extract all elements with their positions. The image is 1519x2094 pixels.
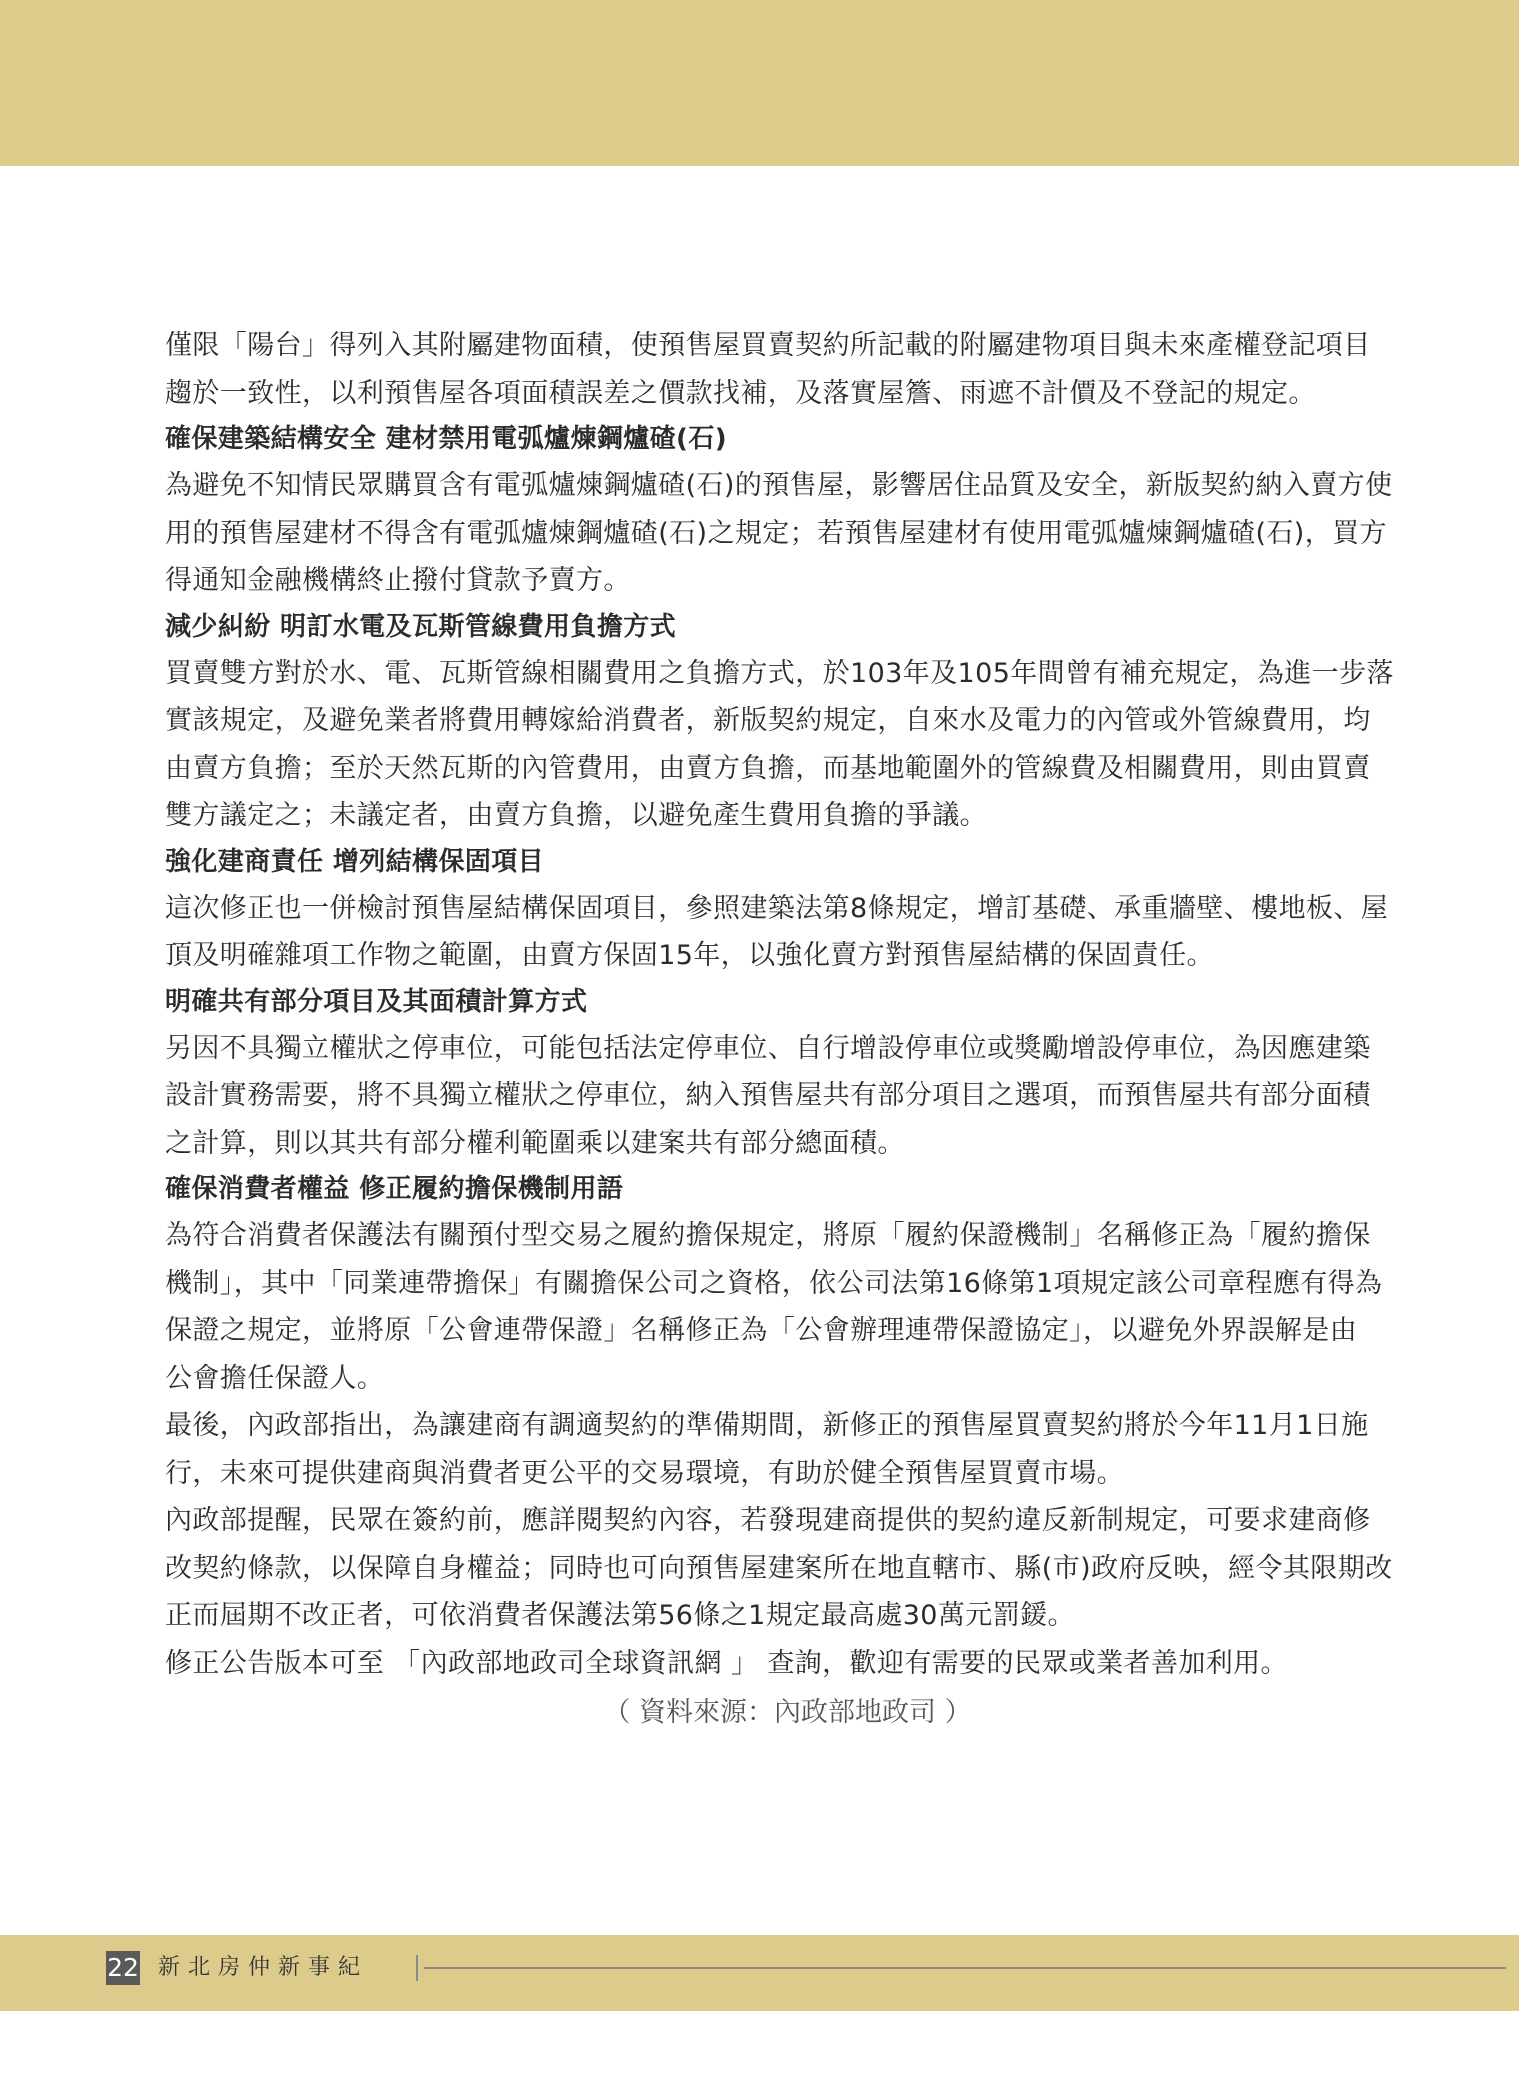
magazine-title: 新北房仲新事紀 bbox=[158, 1955, 369, 1980]
text-line: 用的預售屋建材不得含有電弧爐煉鋼爐碴(石)之規定；若預售屋建材有使用電弧爐煉鋼爐碴(石)，買方 bbox=[165, 517, 1387, 549]
footer-rule bbox=[424, 1967, 1506, 1969]
text-line: 另因不具獨立權狀之停車位，可能包括法定停車位、自行增設停車位或獎勵增設停車位，為因應建築 bbox=[165, 1032, 1371, 1064]
text-line: 頂及明確雜項工作物之範圍，由賣方保固15年，以強化賣方對預售屋結構的保固責任。 bbox=[165, 940, 1214, 971]
text-line: 內政部提醒，民眾在簽約前，應詳閱契約內容，若發現建商提供的契約違反新制規定，可要求建商修 bbox=[165, 1505, 1371, 1536]
section-heading: 減少糾紛 明訂水電及瓦斯管線費用負擔方式 bbox=[165, 611, 677, 642]
text-line: 為符合消費者保護法有關預付型交易之履約擔保規定，將原「履約保證機制」名稱修正為「履約擔保 bbox=[165, 1220, 1371, 1251]
text-line: 得通知金融機構終止撥付貸款予賣方。 bbox=[165, 565, 631, 596]
text-line: 這次修正也一併檢討預售屋結構保固項目，參照建築法第8條規定，增訂基礎、承重牆壁、樓地板、屋 bbox=[165, 892, 1389, 924]
text-line: 之計算，則以其共有部分權利範圍乘以建案共有部分總面積。 bbox=[165, 1127, 905, 1159]
text-line: 機制」，其中「同業連帶擔保」有關擔保公司之資格，依公司法第16條第1項規定該公司章程應有得為 bbox=[165, 1267, 1383, 1299]
intro-paragraph bbox=[165, 322, 1410, 417]
section-heading: 明確共有部分項目及其面積計算方式 bbox=[165, 986, 588, 1017]
closing-paragraph bbox=[165, 1402, 1410, 1497]
text-line: 實該規定，及避免業者將費用轉嫁給消費者，新版契約規定，自來水及電力的內管或外管線費用，均 bbox=[165, 705, 1371, 736]
article-body bbox=[165, 322, 1410, 1735]
section-heading: 確保建築結構安全 建材禁用電弧爐煉鋼爐碴(石) bbox=[165, 424, 728, 454]
section-paragraph bbox=[165, 1212, 1410, 1402]
text-line: 修正公告版本可至 「內政部地政司全球資訊網 」 查詢，歡迎有需要的民眾或業者善加利用。 bbox=[165, 1647, 1288, 1679]
text-line: 僅限「陽台」得列入其附屬建物面積，使預售屋買賣契約所記載的附屬建物項目與未來產權登記項目 bbox=[165, 330, 1371, 361]
closing-paragraph bbox=[165, 1640, 1410, 1688]
section-paragraph bbox=[165, 462, 1410, 605]
section-paragraph bbox=[165, 1025, 1410, 1168]
section-heading: 強化建商責任 增列結構保固項目 bbox=[165, 846, 545, 877]
text-line: 保證之規定，並將原「公會連帶保證」名稱修正為「公會辦理連帶保證協定」，以避免外界誤解是由 bbox=[165, 1315, 1358, 1346]
text-line: 為避免不知情民眾購買含有電弧爐煉鋼爐碴(石)的預售屋，影響居住品質及安全，新版契約納入賣方使 bbox=[165, 470, 1393, 501]
text-line: 趨於一致性，以利預售屋各項面積誤差之價款找補，及落實屋簷、雨遮不計價及不登記的規定。 bbox=[165, 377, 1316, 409]
text-line: 正而屆期不改正者，可依消費者保護法第56條之1規定最高處30萬元罰鍰。 bbox=[165, 1600, 1075, 1631]
text-line: 設計實務需要，將不具獨立權狀之停車位，納入預售屋共有部分項目之選項，而預售屋共有部分面積 bbox=[165, 1080, 1371, 1111]
text-line: 公會擔任保證人。 bbox=[165, 1362, 385, 1394]
text-line: 由賣方負擔；至於天然瓦斯的內管費用，由賣方負擔，而基地範圍外的管線費及相關費用，則由買賣 bbox=[165, 752, 1371, 784]
text-line: 買賣雙方對於水、電、瓦斯管線相關費用之負擔方式，於103年及105年間曾有補充規定，為進一步落 bbox=[165, 657, 1394, 689]
closing-paragraph bbox=[165, 1497, 1410, 1640]
header-band bbox=[0, 0, 1519, 166]
text-line: 行，未來可提供建商與消費者更公平的交易環境，有助於健全預售屋買賣市場。 bbox=[165, 1457, 1124, 1489]
text-line: 最後，內政部指出，為讓建商有調適契約的準備期間，新修正的預售屋買賣契約將於今年11月1日施 bbox=[165, 1410, 1369, 1441]
footer-rule-tick bbox=[416, 1955, 418, 1981]
section-paragraph bbox=[165, 885, 1410, 980]
text-line: 改契約條款，以保障自身權益；同時也可向預售屋建案所在地直轄市、縣(市)政府反映，經令其限期改 bbox=[165, 1552, 1393, 1584]
source-credit: （ 資料來源：內政部地政司 ） bbox=[603, 1697, 972, 1728]
page-number: 22 bbox=[106, 1951, 140, 1985]
section-heading: 確保消費者權益 修正履約擔保機制用語 bbox=[165, 1174, 624, 1204]
text-line: 雙方議定之；未議定者，由賣方負擔，以避免產生費用負擔的爭議。 bbox=[165, 800, 987, 831]
section-paragraph bbox=[165, 650, 1410, 840]
